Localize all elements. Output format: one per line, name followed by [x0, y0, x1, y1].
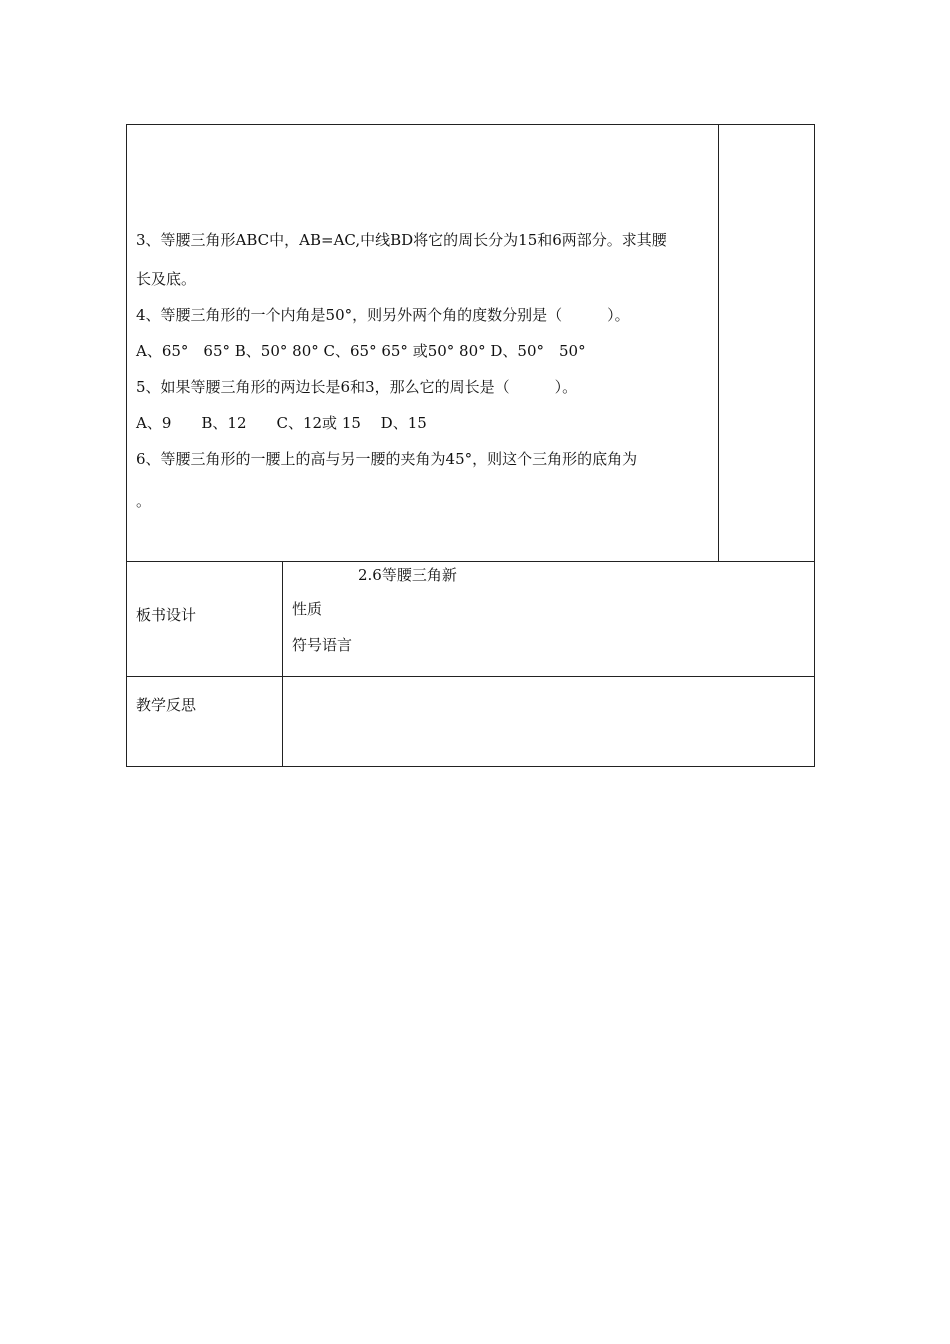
question-4-line-1: 4、等腰三角形的一个内角是50°，则另外两个角的度数分别是（ ）。: [136, 306, 630, 324]
question-5-options: A、9 B、12 C、12或 15 D、15: [136, 414, 427, 432]
question-6-line-1: 6、等腰三角形的一腰上的高与另一腰的夹角为45°，则这个三角形的底角为: [136, 450, 638, 468]
question-5-line-1: 5、如果等腰三角形的两边长是6和3，那么它的周长是（ ）。: [136, 378, 578, 396]
question-3-line-1: 3、等腰三角形ABC中，AB=AC,中线BD将它的周长分为15和6两部分。求其腰: [136, 231, 667, 249]
lesson-plan-table: [126, 124, 815, 767]
exercise-column-divider: [718, 125, 719, 561]
row-divider-exercises: [127, 561, 814, 562]
teaching-reflection-label: 教学反思: [136, 696, 197, 714]
question-4-options: A、65° 65° B、50° 80° C、65° 65° 或50° 80° D、50° 50°: [136, 342, 586, 360]
board-design-item-symbolic: 符号语言: [292, 636, 353, 654]
board-design-item-properties: 性质: [292, 600, 323, 618]
board-design-title: 2.6等腰三角新: [358, 566, 457, 584]
board-design-label: 板书设计: [136, 606, 197, 624]
label-column-divider: [282, 561, 283, 766]
question-6-line-2: 。: [136, 492, 152, 510]
row-divider-board: [127, 676, 814, 677]
question-3-line-2: 长及底。: [136, 270, 197, 288]
